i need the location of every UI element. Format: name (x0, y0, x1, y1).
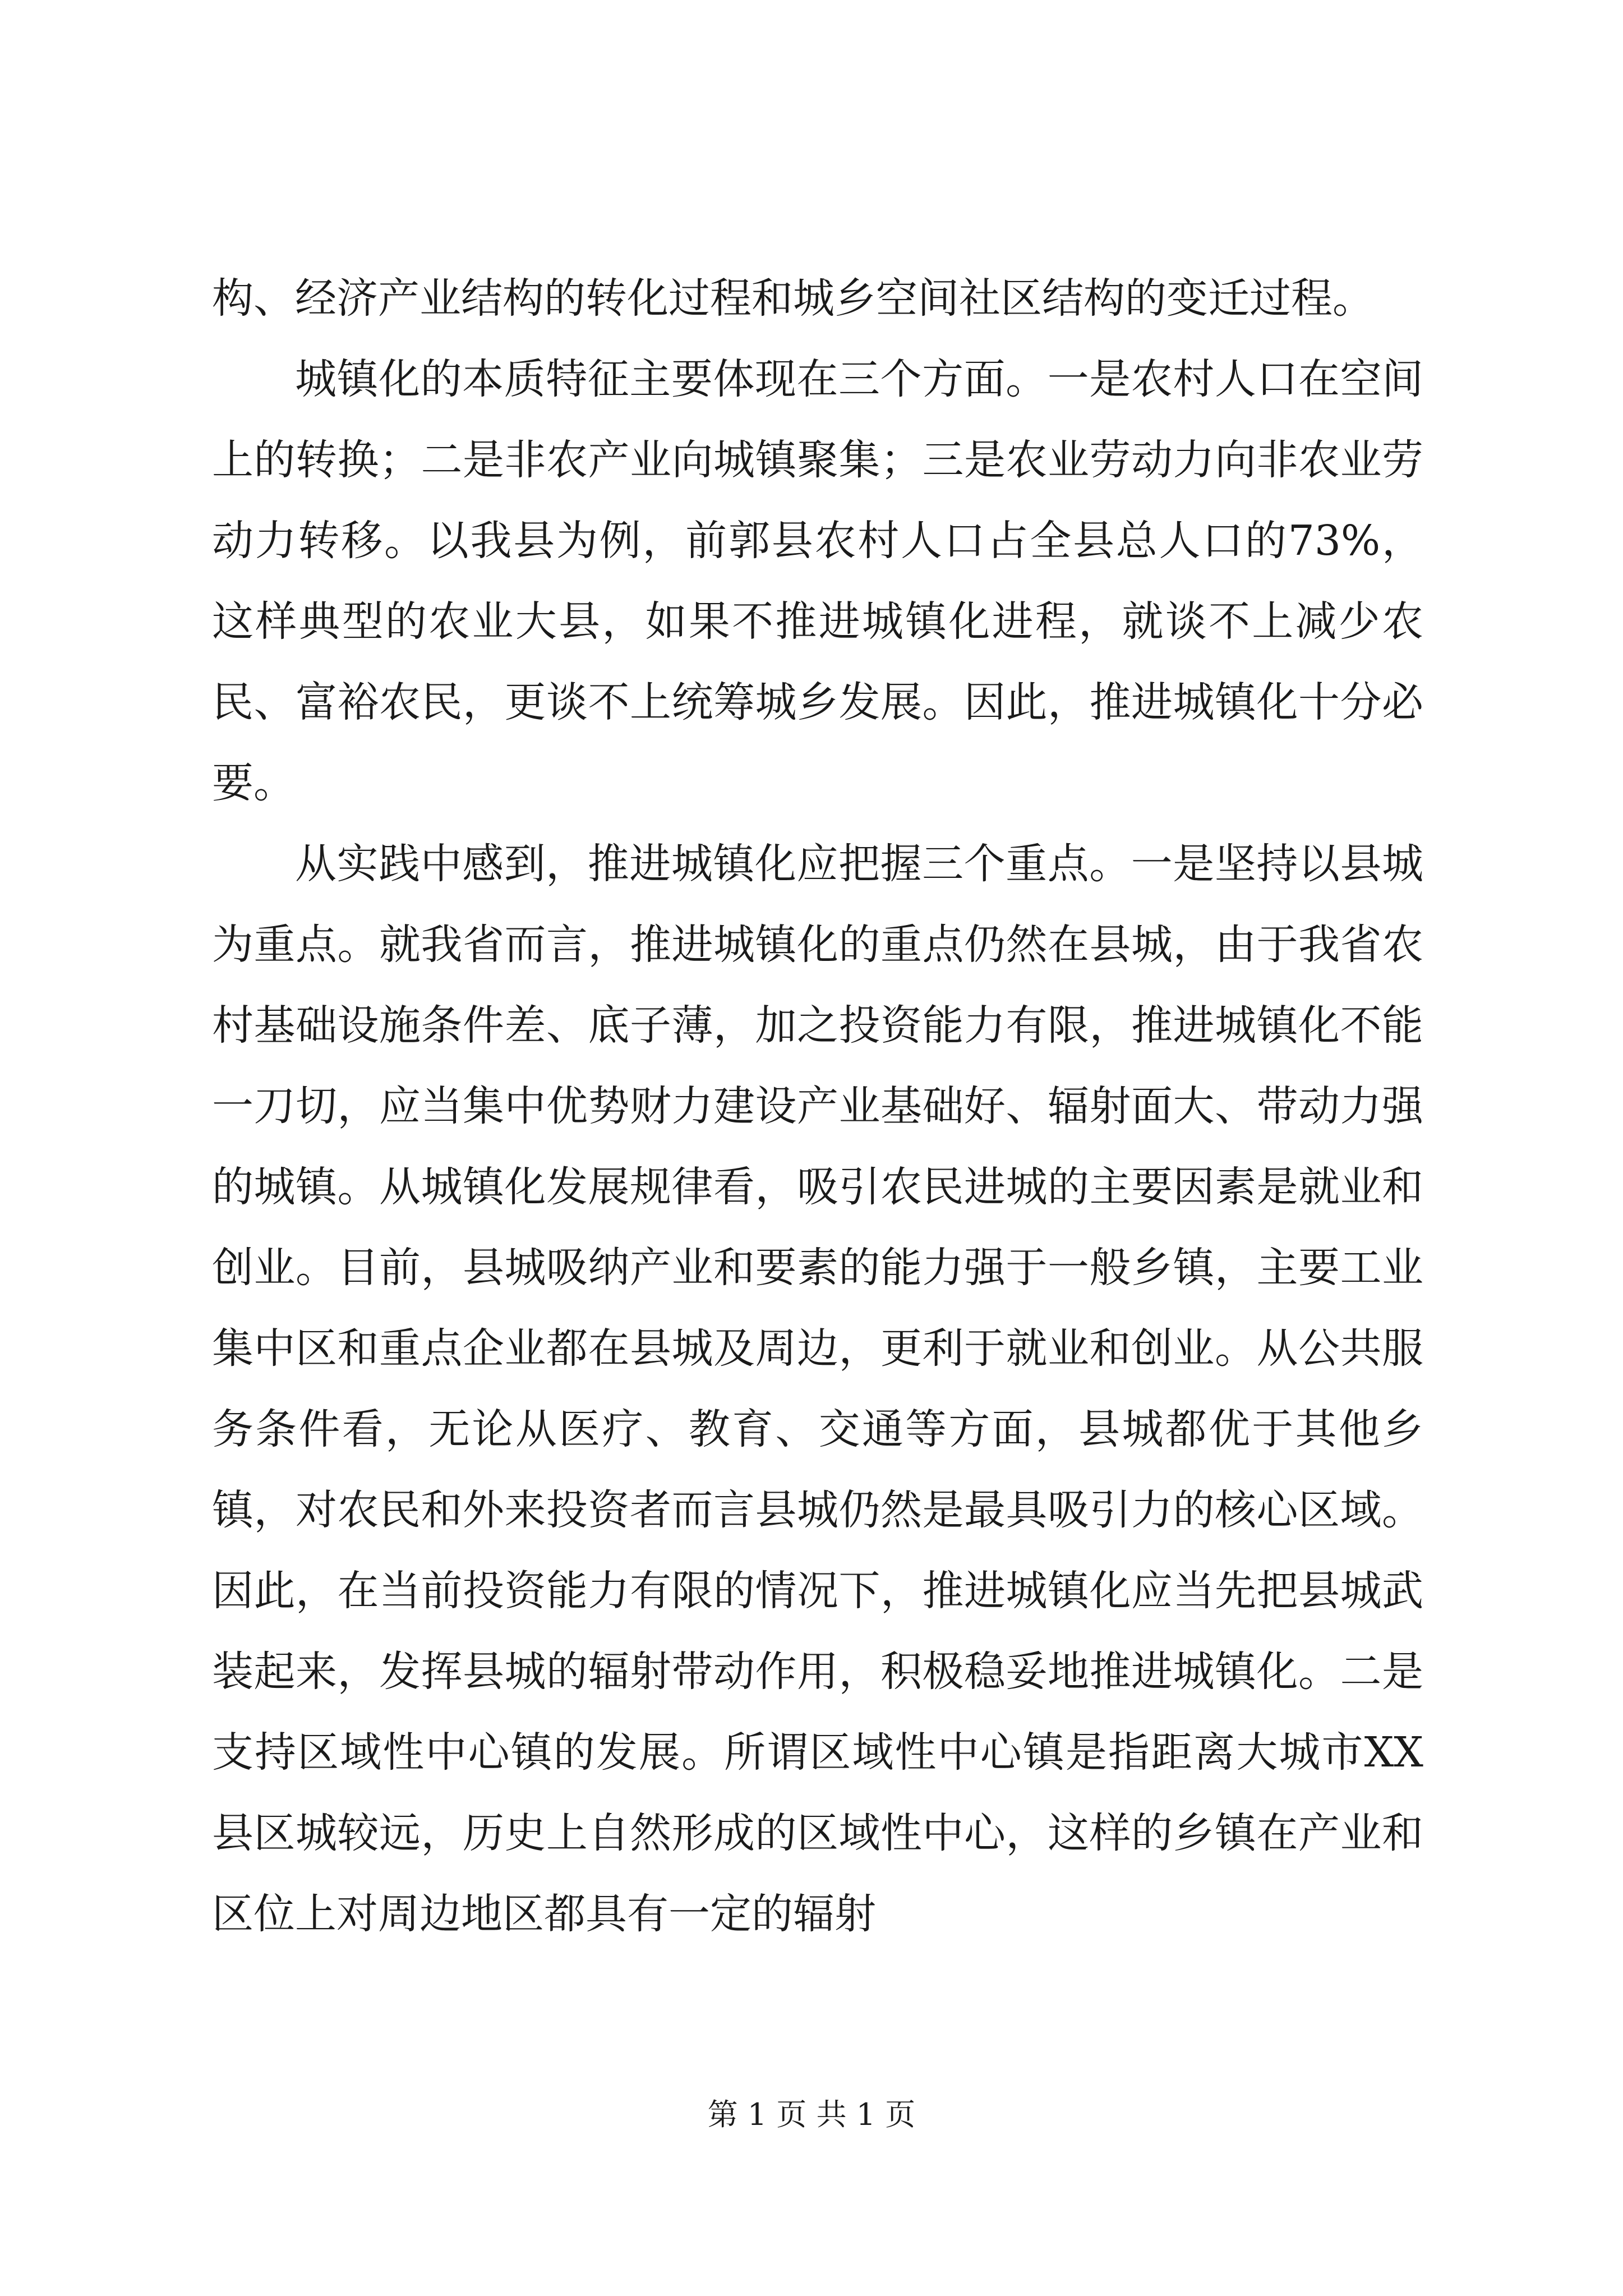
paragraph-continuation: 构、经济产业结构的转化过程和城乡空间社区结构的变迁过程。 (212, 274, 1374, 323)
page-footer: 第 1 页 共 1 页 (707, 2097, 916, 2132)
paragraph-urbanization-features: 城镇化的本质特征主要体现在三个方面。一是农村人口在空间上的转换；二是非农产业向城镇聚集；三是农业劳动力向非农业劳动力转移。以我县为例，前郭县农村人口占全县总人口的73%，这样典型的农业大县，如果不推进城镇化进程，就谈不上减少农民、富裕农民，更谈不上统筹城乡发展。因此，推进城镇化十分必要。 (212, 355, 1423, 807)
document-body (212, 258, 1423, 1954)
paragraph-urbanization-priorities: 从实践中感到，推进城镇化应把握三个重点。一是坚持以县城为重点。就我省而言，推进城镇化的重点仍然在县城，由于我省农村基础设施条件差、底子薄，加之投资能力有限，推进城镇化不能一刀切，应当集中优势财力建设产业基础好、辐射面大、带动力强的城镇。从城镇化发展规律看，吸引农民进城的主要因素是就业和创业。目前，县城吸纳产业和要素的能力强于一般乡镇，主要工业集中区和重点企业都在县城及周边，更利于就业和创业。从公共服务条件看，无论从医疗、教育、交通等方面，县城都优于其他乡镇，对农民和外来投资者而言县城仍然是最具吸引力的核心区域。因此，在当前投资能力有限的情况下，推进城镇化应当先把县城武装起来，发挥县城的辐射带动作用，积极稳妥地推进城镇化。二是支持区域性中心镇的发展。所谓区域性中心镇是指距离大城市XX县区城较远，历史上自然形成的区域性中心，这样的乡镇在产业和区位上对周边地区都具有一定的辐射 (212, 840, 1423, 1938)
